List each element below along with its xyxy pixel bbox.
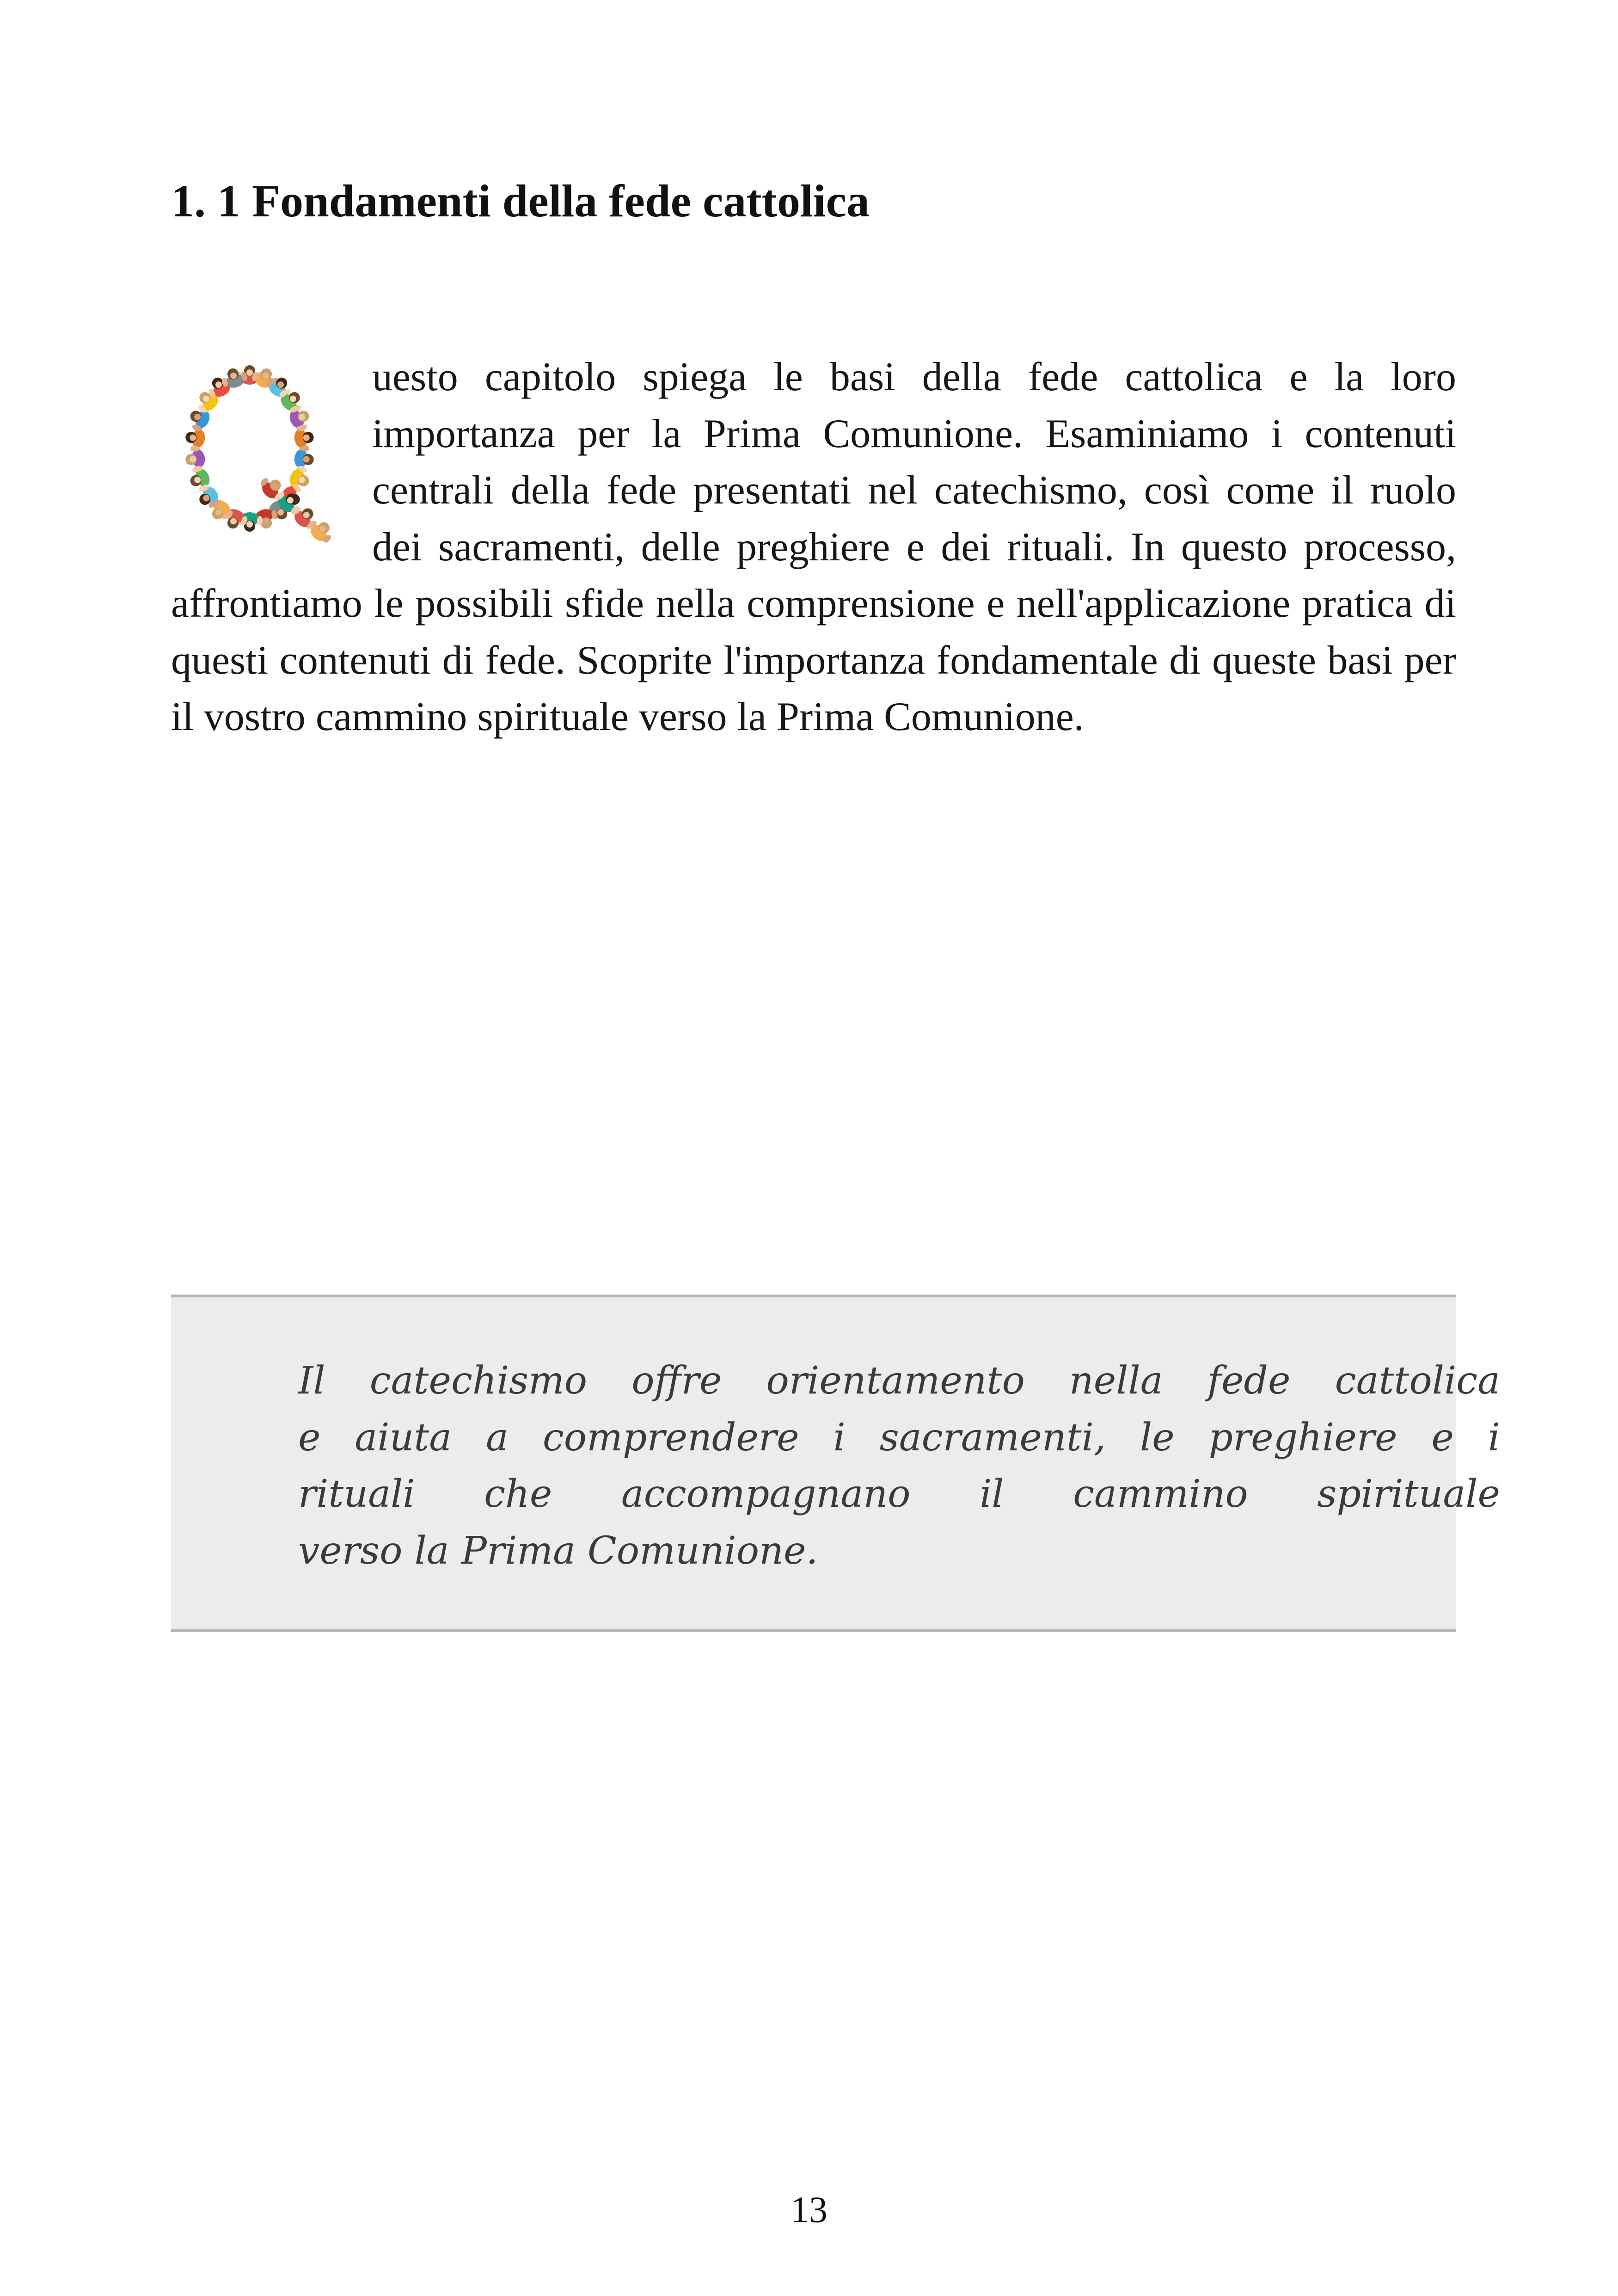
children-circle-illustration — [171, 349, 351, 553]
intro-paragraph-text: uesto capitolo spiega le basi della fede cattolica e la loro importanza per la Prima Comunione. Esaminiamo i contenuti centrali della fede presentati nel catechismo, così come il ruolo dei sacramenti, delle preghiere e dei rituali. In questo processo, affrontiamo le possibili sfide nella comprensione e nell'applicazione pratica di questi contenuti di fede. Scoprite l'importanza fondamentale di queste basi per il vostro cammino spirituale verso la Prima Comunione. — [171, 355, 1456, 739]
section-heading: 1. 1 Fondamenti della fede cattolica — [171, 175, 870, 227]
callout-box — [171, 1295, 1500, 1632]
callout-line: rituali che accompagnano il cammino spirituale — [298, 1472, 1500, 1516]
callout-line: e aiuta a comprendere i sacramenti, le preghiere e i — [298, 1415, 1500, 1460]
callout-quote — [298, 1353, 1500, 1579]
callout-line: verso la Prima Comunione. — [298, 1529, 818, 1573]
page-number: 13 — [791, 2190, 827, 2230]
intro-paragraph — [171, 349, 1456, 746]
dropcap-q-icon — [171, 349, 354, 555]
callout-line: Il catechismo offre orientamento nella fede cattolica — [298, 1359, 1500, 1403]
